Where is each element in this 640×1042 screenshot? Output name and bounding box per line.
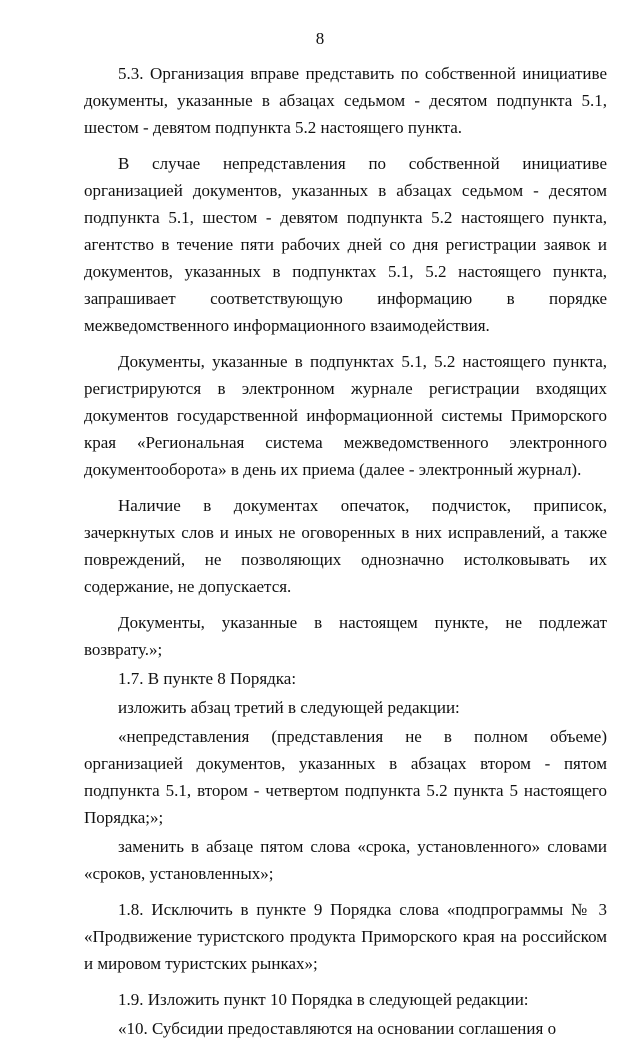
paragraph-1-7: 1.7. В пункте 8 Порядка: — [118, 669, 297, 688]
document-body — [84, 60, 607, 1042]
paragraph-1-9: 1.9. Изложить пункт 10 Порядка в следующей редакции: — [118, 990, 529, 1009]
paragraph-1-8: 1.8. Исключить в пункте 9 Порядка слова «подпрограммы № 3 «Продвижение туристского продукта Приморского края на российском и мировом туристских рынках»; — [84, 900, 607, 973]
paragraph-abzac-third: изложить абзац третий в следующей редакции: — [118, 698, 460, 717]
paragraph-replace-words: заменить в абзаце пятом слова «срока, установленного» словами «сроков, установленных»; — [84, 837, 607, 883]
paragraph-errors: Наличие в документах опечаток, подчисток, приписок, зачеркнутых слов и иных не оговоренных в них исправлений, а также повреждений, не позволяющих однозначно истолковывать их содержание, не допускается. — [84, 496, 607, 596]
paragraph-non-submission: В случае непредставления по собственной инициативе организацией документов, указанных в абзацах седьмом - десятом подпункта 5.1, шестом - девятом подпункта 5.2 настоящего пункта, агентство в течение пяти рабочих дней со дня регистрации заявок и документов, указанных в подпунктах 5.1, 5.2 настоящего пункта, запрашивает соответствующую информацию в порядке межведомственного информационного взаимодействия. — [84, 154, 607, 335]
paragraph-10-start: «10. Субсидии предоставляются на основании соглашения о — [118, 1019, 557, 1038]
paragraph-quote-non-submission: «непредставления (представления не в полном объеме) организацией документов, указанных в абзацах втором - пятом подпункта 5.1, втором - четвертом подпункта 5.2 пункта 5 настоящего Порядка;»; — [84, 727, 607, 827]
paragraph-5-3: 5.3. Организация вправе представить по собственной инициативе документы, указанные в абзацах седьмом - десятом подпункта 5.1, шестом - девятом подпункта 5.2 настоящего пункта. — [84, 64, 607, 137]
paragraph-no-return: Документы, указанные в настоящем пункте, не подлежат возврату.»; — [84, 613, 607, 659]
paragraph-registration: Документы, указанные в подпунктах 5.1, 5.2 настоящего пункта, регистрируются в электронном журнале регистрации входящих документов государственной информационной системы Приморского края «Региональная система межведомственного электронного документооборота» в день их приема (далее - электронный журнал). — [84, 352, 607, 479]
page-number: 8 — [315, 29, 325, 48]
